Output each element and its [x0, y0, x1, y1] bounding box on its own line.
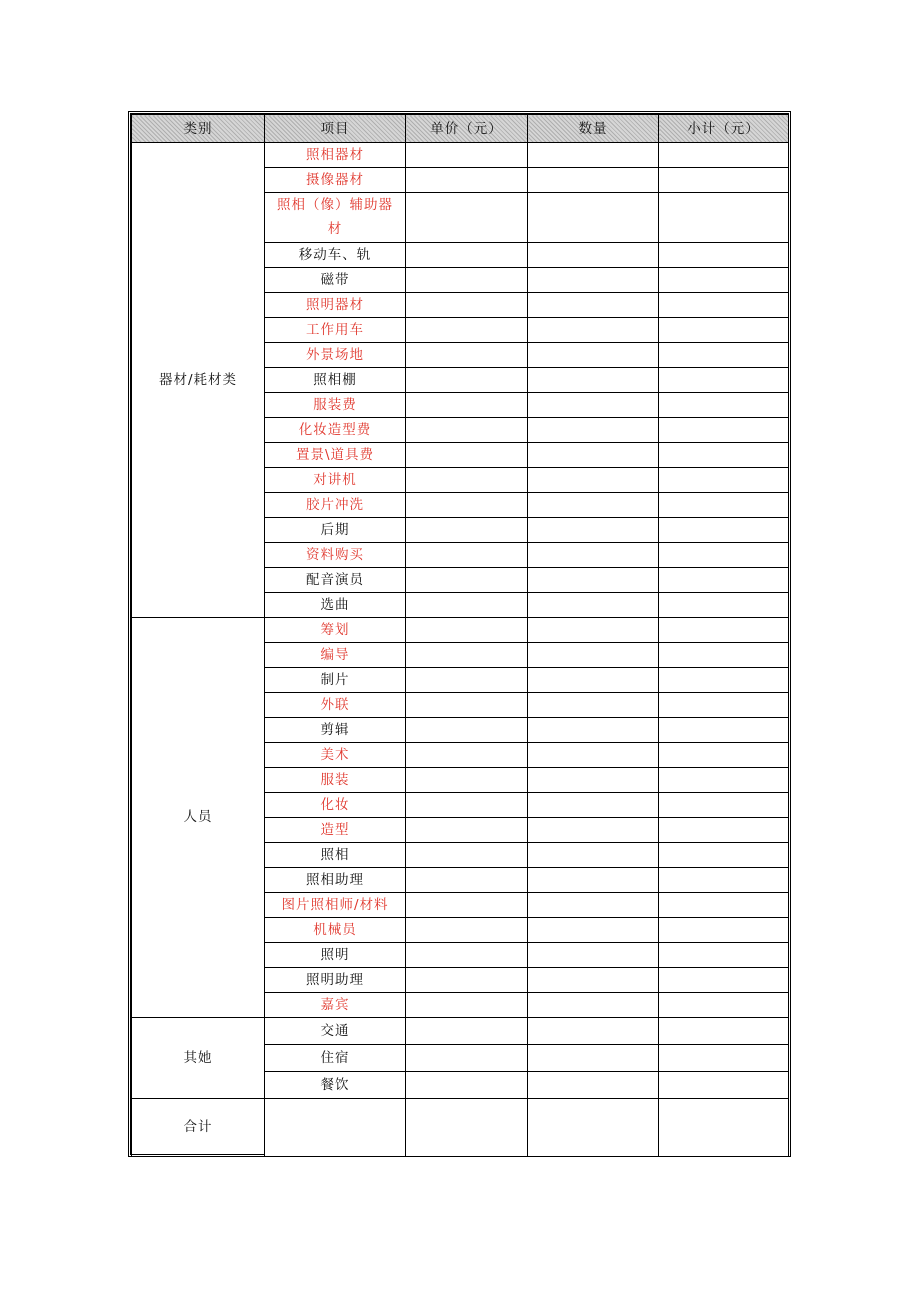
subtotal-cell[interactable]: [659, 1071, 789, 1098]
unit-price-cell[interactable]: [406, 767, 528, 792]
item-cell: 配音演员: [265, 567, 406, 592]
quantity-cell[interactable]: [528, 942, 659, 967]
quantity-cell[interactable]: [528, 567, 659, 592]
subtotal-cell[interactable]: [659, 168, 789, 193]
subtotal-cell[interactable]: [659, 717, 789, 742]
subtotal-cell[interactable]: [659, 667, 789, 692]
unit-price-cell[interactable]: [406, 642, 528, 667]
quantity-cell[interactable]: [528, 342, 659, 367]
quantity-cell[interactable]: [528, 292, 659, 317]
item-cell: 美术: [265, 742, 406, 767]
table-row: [132, 143, 789, 168]
quantity-cell[interactable]: [528, 442, 659, 467]
subtotal-cell[interactable]: [659, 1017, 789, 1044]
category-cell: 器材/耗材类: [132, 143, 265, 618]
quantity-cell[interactable]: [528, 917, 659, 942]
quantity-cell[interactable]: [528, 542, 659, 567]
subtotal-cell[interactable]: [659, 742, 789, 767]
header-row: [132, 115, 789, 143]
quantity-cell[interactable]: [528, 867, 659, 892]
subtotal-cell[interactable]: [659, 1044, 789, 1071]
unit-price-cell[interactable]: [406, 467, 528, 492]
subtotal-cell[interactable]: [659, 867, 789, 892]
quantity-cell[interactable]: [528, 492, 659, 517]
item-cell: 照明: [265, 942, 406, 967]
quantity-cell[interactable]: [528, 967, 659, 992]
category-cell: 人员: [132, 617, 265, 1017]
subtotal-cell[interactable]: [659, 392, 789, 417]
quantity-cell[interactable]: [528, 517, 659, 542]
item-cell: 服装费: [265, 392, 406, 417]
unit-price-cell[interactable]: [406, 367, 528, 392]
subtotal-cell[interactable]: [659, 642, 789, 667]
unit-price-cell[interactable]: [406, 717, 528, 742]
subtotal-cell[interactable]: [659, 267, 789, 292]
subtotal-cell[interactable]: [659, 992, 789, 1017]
total-item-cell[interactable]: [265, 1098, 406, 1156]
unit-price-cell[interactable]: [406, 1017, 528, 1044]
quantity-cell[interactable]: [528, 992, 659, 1017]
item-cell: 摄像器材: [265, 168, 406, 193]
table-row: [132, 1017, 789, 1044]
unit-price-cell[interactable]: [406, 242, 528, 267]
unit-price-cell[interactable]: [406, 317, 528, 342]
unit-price-cell[interactable]: [406, 342, 528, 367]
item-cell: 移动车、轨: [265, 242, 406, 267]
quantity-cell[interactable]: [528, 267, 659, 292]
item-cell: 置景\道具费: [265, 442, 406, 467]
item-cell: 交通: [265, 1017, 406, 1044]
item-cell: 造型: [265, 817, 406, 842]
unit-price-cell[interactable]: [406, 567, 528, 592]
header-quantity: 数量: [528, 115, 659, 143]
quantity-cell[interactable]: [528, 1017, 659, 1044]
subtotal-cell[interactable]: [659, 817, 789, 842]
budget-table: [131, 114, 789, 1157]
quantity-cell[interactable]: [528, 692, 659, 717]
unit-price-cell[interactable]: [406, 817, 528, 842]
quantity-cell[interactable]: [528, 467, 659, 492]
item-cell: 嘉宾: [265, 992, 406, 1017]
unit-price-cell[interactable]: [406, 592, 528, 617]
quantity-cell[interactable]: [528, 817, 659, 842]
subtotal-cell[interactable]: [659, 617, 789, 642]
item-cell: 照相器材: [265, 143, 406, 168]
item-cell: 照相（像）辅助器材: [265, 193, 406, 243]
unit-price-cell[interactable]: [406, 692, 528, 717]
item-cell: 照相: [265, 842, 406, 867]
quantity-cell[interactable]: [528, 417, 659, 442]
subtotal-cell[interactable]: [659, 692, 789, 717]
item-cell: 住宿: [265, 1044, 406, 1071]
item-cell: 后期: [265, 517, 406, 542]
subtotal-cell[interactable]: [659, 542, 789, 567]
budget-table-frame: [128, 111, 791, 1157]
item-cell: 制片: [265, 667, 406, 692]
subtotal-cell[interactable]: [659, 892, 789, 917]
quantity-cell[interactable]: [528, 642, 659, 667]
subtotal-cell[interactable]: [659, 417, 789, 442]
unit-price-cell[interactable]: [406, 742, 528, 767]
subtotal-cell[interactable]: [659, 292, 789, 317]
total-quantity-cell[interactable]: [528, 1098, 659, 1156]
table-row: [132, 617, 789, 642]
item-cell: 编导: [265, 642, 406, 667]
item-cell: 照相棚: [265, 367, 406, 392]
subtotal-cell[interactable]: [659, 592, 789, 617]
quantity-cell[interactable]: [528, 892, 659, 917]
item-cell: 资料购买: [265, 542, 406, 567]
unit-price-cell[interactable]: [406, 143, 528, 168]
quantity-cell[interactable]: [528, 317, 659, 342]
unit-price-cell[interactable]: [406, 792, 528, 817]
subtotal-cell[interactable]: [659, 792, 789, 817]
item-cell: 餐饮: [265, 1071, 406, 1098]
item-cell: 对讲机: [265, 467, 406, 492]
unit-price-cell[interactable]: [406, 517, 528, 542]
unit-price-cell[interactable]: [406, 193, 528, 243]
unit-price-cell[interactable]: [406, 942, 528, 967]
quantity-cell[interactable]: [528, 742, 659, 767]
subtotal-cell[interactable]: [659, 917, 789, 942]
subtotal-cell[interactable]: [659, 767, 789, 792]
header-item: 项目: [265, 115, 406, 143]
item-cell: 化妆: [265, 792, 406, 817]
unit-price-cell[interactable]: [406, 1044, 528, 1071]
unit-price-cell[interactable]: [406, 1071, 528, 1098]
item-cell: 外景场地: [265, 342, 406, 367]
unit-price-cell[interactable]: [406, 292, 528, 317]
item-cell: 化妆造型费: [265, 417, 406, 442]
unit-price-cell[interactable]: [406, 267, 528, 292]
subtotal-cell[interactable]: [659, 143, 789, 168]
item-cell: 照相助理: [265, 867, 406, 892]
subtotal-cell[interactable]: [659, 467, 789, 492]
subtotal-cell[interactable]: [659, 242, 789, 267]
total-unit-price-cell[interactable]: [406, 1098, 528, 1156]
subtotal-cell[interactable]: [659, 442, 789, 467]
unit-price-cell[interactable]: [406, 992, 528, 1017]
unit-price-cell[interactable]: [406, 967, 528, 992]
item-cell: 剪辑: [265, 717, 406, 742]
unit-price-cell[interactable]: [406, 392, 528, 417]
quantity-cell[interactable]: [528, 193, 659, 243]
total-row: [132, 1098, 789, 1156]
quantity-cell[interactable]: [528, 242, 659, 267]
quantity-cell[interactable]: [528, 392, 659, 417]
quantity-cell[interactable]: [528, 667, 659, 692]
unit-price-cell[interactable]: [406, 492, 528, 517]
item-cell: 磁带: [265, 267, 406, 292]
category-cell: 其她: [132, 1017, 265, 1098]
subtotal-cell[interactable]: [659, 193, 789, 243]
quantity-cell[interactable]: [528, 767, 659, 792]
quantity-cell[interactable]: [528, 367, 659, 392]
quantity-cell[interactable]: [528, 168, 659, 193]
total-label: 合计: [132, 1098, 265, 1156]
subtotal-cell[interactable]: [659, 367, 789, 392]
unit-price-cell[interactable]: [406, 542, 528, 567]
quantity-cell[interactable]: [528, 617, 659, 642]
unit-price-cell[interactable]: [406, 617, 528, 642]
unit-price-cell[interactable]: [406, 417, 528, 442]
item-cell: 外联: [265, 692, 406, 717]
unit-price-cell[interactable]: [406, 442, 528, 467]
subtotal-cell[interactable]: [659, 942, 789, 967]
quantity-cell[interactable]: [528, 592, 659, 617]
item-cell: 照明助理: [265, 967, 406, 992]
table-body: [132, 143, 789, 1157]
item-cell: 照明器材: [265, 292, 406, 317]
subtotal-cell[interactable]: [659, 342, 789, 367]
header-subtotal: 小计（元）: [659, 115, 789, 143]
unit-price-cell[interactable]: [406, 892, 528, 917]
unit-price-cell[interactable]: [406, 168, 528, 193]
unit-price-cell[interactable]: [406, 842, 528, 867]
item-cell: 服装: [265, 767, 406, 792]
quantity-cell[interactable]: [528, 717, 659, 742]
item-cell: 胶片冲洗: [265, 492, 406, 517]
item-cell: 筹划: [265, 617, 406, 642]
subtotal-cell[interactable]: [659, 567, 789, 592]
header-category: 类别: [132, 115, 265, 143]
quantity-cell[interactable]: [528, 792, 659, 817]
quantity-cell[interactable]: [528, 143, 659, 168]
item-cell: 选曲: [265, 592, 406, 617]
subtotal-cell[interactable]: [659, 492, 789, 517]
subtotal-cell[interactable]: [659, 967, 789, 992]
header-unit-price: 单价（元）: [406, 115, 528, 143]
subtotal-cell[interactable]: [659, 317, 789, 342]
unit-price-cell[interactable]: [406, 667, 528, 692]
quantity-cell[interactable]: [528, 1044, 659, 1071]
subtotal-cell[interactable]: [659, 517, 789, 542]
quantity-cell[interactable]: [528, 1071, 659, 1098]
unit-price-cell[interactable]: [406, 867, 528, 892]
item-cell: 机械员: [265, 917, 406, 942]
item-cell: 图片照相师/材料: [265, 892, 406, 917]
total-subtotal-cell[interactable]: [659, 1098, 789, 1156]
subtotal-cell[interactable]: [659, 842, 789, 867]
quantity-cell[interactable]: [528, 842, 659, 867]
unit-price-cell[interactable]: [406, 917, 528, 942]
item-cell: 工作用车: [265, 317, 406, 342]
